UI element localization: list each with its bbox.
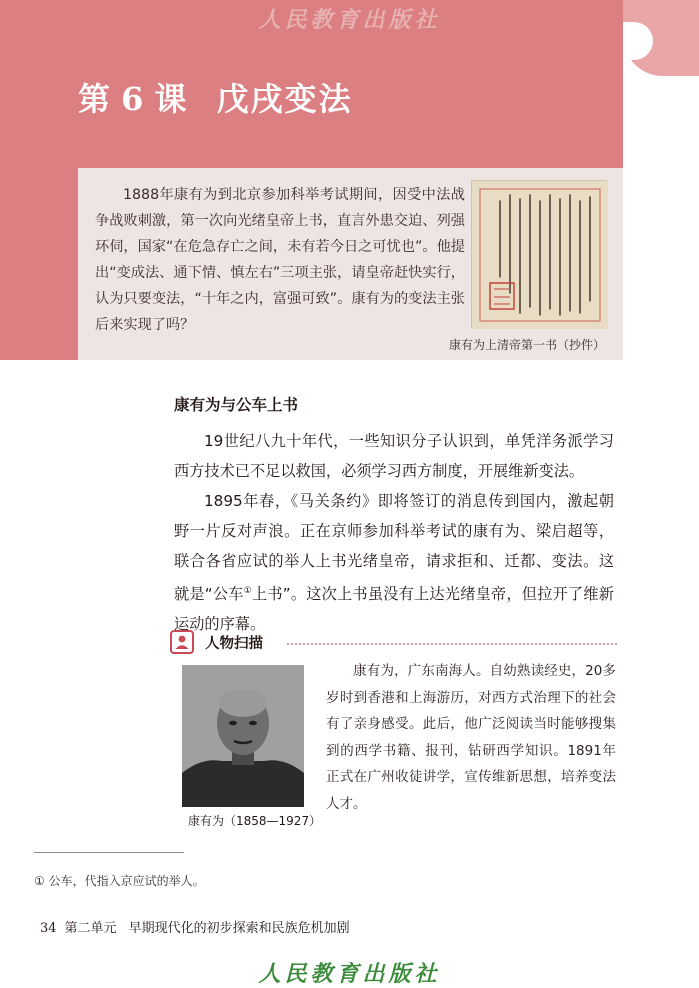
- profile-label: 人物扫描: [205, 636, 263, 652]
- publisher-logo-bottom: 人民教育出版社: [258, 961, 441, 987]
- lesson-number: 第 6 课: [78, 80, 187, 118]
- lesson-name: 戊戌变法: [216, 80, 353, 118]
- page-number: 34: [40, 921, 57, 936]
- page-footer: [40, 917, 350, 936]
- portrait-illustration: [182, 665, 304, 807]
- manuscript-illustration: [472, 181, 608, 329]
- paragraph-1-text: 19世纪八九十年代，一些知识分子认识到，单凭洋务派学习西方技术已不足以救国，必须学习西方制度，开展维新变法。: [174, 432, 614, 480]
- intro-paragraph: 1888年康有为到北京参加科举考试期间，因受中法战争战败刺激，第一次向光绪皇帝上书，直言外患交迫、列强环伺，国家“在危急存亡之间，未有若今日之可忧也”。他提出“变成法、通下情、慎左右”三项主张，请皇帝赶快实行，认为只要变法，“十年之内，富强可致”。康有为的变法主张后来实现了吗？: [95, 187, 465, 333]
- profile-bio-text: 康有为，广东南海人。自幼熟读经史，20多岁时到香港和上海游历，对西方式治理下的社会有了亲身感受。此后，他广泛阅读当时能够搜集到的西学书籍、报刊，钻研西学知识。1891年正式在广州收徒讲学，宣传维新思想，培养变法人才。: [326, 663, 616, 812]
- portrait-caption: 康有为（1858—1927）: [188, 814, 322, 828]
- intro-box: [78, 168, 623, 360]
- manuscript-image: [471, 180, 607, 328]
- paragraph-2-text-a: 1895年春，《马关条约》即将签订的消息传到国内，激起朝野一片反对声浪。正在京师参加科举考试的康有为、梁启超等，联合各省应试的举人上书光绪皇帝，请求拒和、迁都、变法。这就是“公车: [174, 492, 614, 604]
- section-paragraph-2: [174, 486, 614, 639]
- profile-divider: [287, 643, 617, 645]
- person-card-glyph: [172, 632, 192, 652]
- unit-name: 第二单元: [64, 921, 117, 936]
- paragraph-2-text-b: 上书”。这次上书虽没有上达光绪皇帝，但拉开了维新运动的序幕。: [174, 585, 614, 634]
- profile-bio: [326, 658, 616, 817]
- publisher-logo-top: 人民教育出版社: [258, 7, 441, 33]
- person-card-icon: [170, 630, 194, 654]
- footnote-marker[interactable]: ①: [243, 586, 252, 596]
- section-paragraph-1: [174, 426, 614, 486]
- unit-title: 早期现代化的初步探索和民族危机加剧: [128, 921, 350, 936]
- manuscript-caption: 康有为上清帝第一书（抄件）: [449, 338, 606, 352]
- portrait-photo: [182, 665, 304, 807]
- intro-text: [95, 182, 465, 338]
- section-heading: 康有为与公车上书: [174, 396, 299, 414]
- footnote-rule: [34, 852, 184, 853]
- lesson-title: [78, 74, 353, 120]
- footnote: ① 公车，代指入京应试的举人。: [34, 874, 205, 888]
